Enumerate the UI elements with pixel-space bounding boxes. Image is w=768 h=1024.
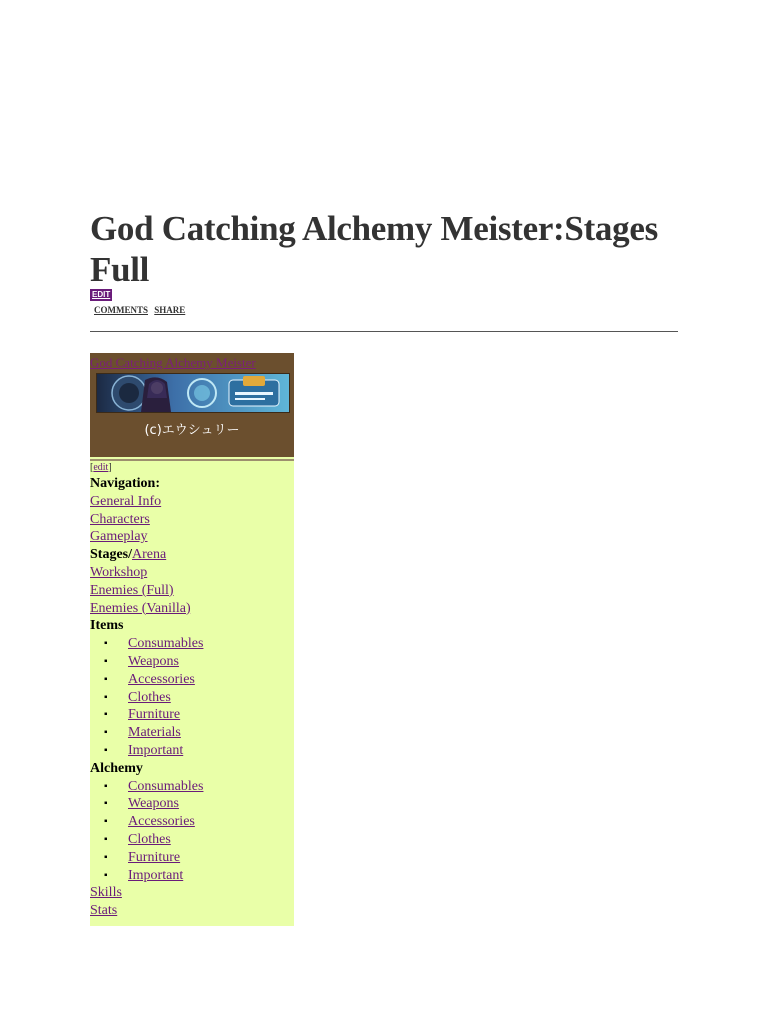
game-banner-image (96, 373, 290, 413)
navigation-label-row (90, 475, 294, 493)
navigation-panel (90, 461, 294, 926)
items-link-important[interactable]: Important (128, 742, 184, 758)
alchemy-link-important[interactable]: Important (128, 867, 184, 883)
nav-link-gameplay[interactable]: Gameplay (90, 529, 148, 545)
items-label: Items (90, 618, 124, 634)
items-list-item (90, 742, 294, 760)
nav-link-enemies-full[interactable]: Enemies (Full) (90, 582, 174, 598)
nav-link-stats[interactable]: Stats (90, 903, 118, 919)
items-link-consumables[interactable]: Consumables (128, 636, 204, 652)
nav-link-general-info[interactable]: General Info (90, 493, 162, 509)
items-list-item (90, 724, 294, 742)
items-list-item (90, 689, 294, 707)
nav-item-characters (90, 511, 294, 529)
alchemy-link-consumables[interactable]: Consumables (128, 778, 204, 794)
items-list-item (90, 671, 294, 689)
stages-label: Stages/ (90, 547, 132, 563)
page-actions (94, 305, 189, 315)
alchemy-link-accessories[interactable]: Accessories (128, 814, 195, 830)
alchemy-list-item (90, 867, 294, 885)
items-link-accessories[interactable]: Accessories (128, 671, 195, 687)
alchemy-label: Alchemy (90, 760, 143, 776)
nav-item-enemies-full (90, 582, 294, 600)
nav-link-enemies-vanilla[interactable]: Enemies (Vanilla) (90, 600, 191, 616)
nav-item-stages (90, 546, 294, 564)
copyright-text: (c)エウシュリー (144, 423, 240, 438)
share-link[interactable]: SHARE (154, 305, 186, 315)
items-label-row (90, 617, 294, 635)
edit-row: [edit] (90, 462, 112, 473)
alchemy-link-weapons[interactable]: Weapons (128, 796, 179, 812)
items-list-item (90, 706, 294, 724)
items-link-furniture[interactable]: Furniture (128, 707, 181, 723)
infobox-title-link[interactable]: God Catching Alchemy Meister (90, 355, 256, 370)
alchemy-list-item (90, 778, 294, 796)
nav-item-gameplay (90, 528, 294, 546)
nav-item-skills (90, 884, 294, 902)
items-link-weapons[interactable]: Weapons (128, 653, 179, 669)
alchemy-list-item (90, 849, 294, 867)
navigation-label: Navigation: (90, 476, 160, 491)
nav-item-general-info (90, 493, 294, 511)
nav-link-skills[interactable]: Skills (90, 885, 122, 901)
alchemy-link-furniture[interactable]: Furniture (128, 849, 181, 865)
items-list-item (90, 635, 294, 653)
edit-button[interactable]: EDIT (92, 290, 111, 299)
items-link-clothes[interactable]: Clothes (128, 689, 171, 705)
items-link-materials[interactable]: Materials (128, 725, 181, 741)
nav-link-workshop[interactable]: Workshop (90, 564, 148, 580)
nav-item-workshop (90, 564, 294, 582)
alchemy-list-item (90, 795, 294, 813)
infobox-edit-link[interactable]: edit (93, 462, 109, 473)
nav-link-arena[interactable]: Arena (132, 547, 167, 563)
alchemy-link-clothes[interactable]: Clothes (128, 831, 171, 847)
alchemy-list-item (90, 831, 294, 849)
nav-item-enemies-vanilla (90, 600, 294, 618)
alchemy-label-row (90, 760, 294, 778)
nav-item-stats (90, 902, 294, 920)
items-list-item (90, 653, 294, 671)
infobox (90, 353, 294, 926)
alchemy-list-item (90, 813, 294, 831)
nav-link-characters[interactable]: Characters (90, 511, 150, 527)
infobox-header (90, 353, 294, 457)
page-title: God Catching Alchemy Meister:Stages Full (90, 209, 658, 289)
divider (90, 331, 678, 332)
comments-link[interactable]: COMMENTS (94, 305, 148, 315)
